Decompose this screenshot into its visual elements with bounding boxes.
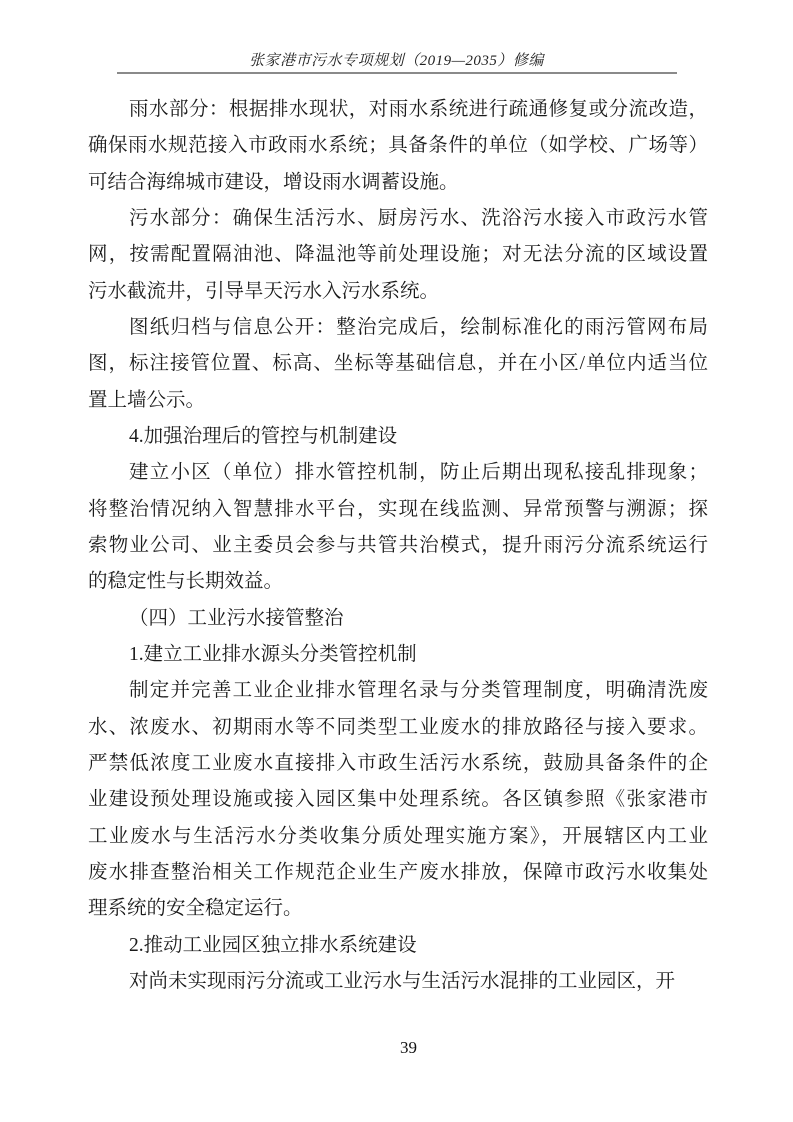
page-footer — [0, 1038, 793, 1058]
section-heading — [88, 601, 708, 637]
section-heading — [88, 928, 708, 964]
text-line: 制定并完善工业企业排水管理名录与分类管理制度，明确清洗废 — [129, 680, 708, 702]
text-line: 确保雨水规范接入市政雨水系统；具备条件的单位（如学校、广场等） — [88, 135, 708, 157]
paragraph — [88, 310, 708, 419]
paragraph — [88, 964, 708, 1000]
text-line: 图纸归档与信息公开：整治完成后，绘制标准化的雨污管网布局 — [129, 316, 708, 338]
text-line: 4.加强治理后的管控与机制建设 — [129, 425, 398, 447]
text-line: 理系统的安全稳定运行。 — [88, 898, 303, 920]
text-line: 业建设预处理设施或接入园区集中处理系统。各区镇参照《张家港市 — [88, 789, 708, 811]
text-line: 索物业公司、业主委员会参与共管共治模式，提升雨污分流系统运行 — [88, 534, 708, 556]
document-body — [88, 92, 708, 1000]
text-line: 建立小区（单位）排水管控机制，防止后期出现私接乱排现象； — [129, 462, 708, 484]
text-line: 可结合海绵城市建设，增设雨水调蓄设施。 — [88, 171, 459, 193]
text-line: 对尚未实现雨污分流或工业污水与生活污水混排的工业园区，开 — [129, 970, 676, 992]
header-rule — [117, 72, 677, 74]
text-line: 废水排查整治相关工作规范企业生产废水排放，保障市政污水收集处 — [88, 861, 708, 883]
section-heading — [88, 637, 708, 673]
text-line: 的稳定性与长期效益。 — [88, 571, 284, 593]
text-line: 雨水部分：根据排水现状，对雨水系统进行疏通修复或分流改造， — [129, 99, 708, 120]
text-line: 水、浓废水、初期雨水等不同类型工业废水的排放路径与接入要求。 — [88, 716, 708, 738]
text-line: 1.建立工业排水源头分类管控机制 — [129, 643, 417, 665]
text-line: 污水部分：确保生活污水、厨房污水、洗浴污水接入市政污水管 — [129, 207, 708, 229]
text-line: 置上墙公示。 — [88, 389, 206, 411]
text-line: 网，按需配置隔油池、降温池等前处理设施；对无法分流的区域设置 — [88, 244, 708, 266]
paragraph — [88, 92, 708, 201]
page-number: 39 — [400, 1038, 417, 1057]
text-line: 将整治情况纳入智慧排水平台，实现在线监测、异常预警与溯源；探 — [88, 498, 708, 520]
paragraph — [88, 201, 708, 310]
text-line: 图，标注接管位置、标高、坐标等基础信息，并在小区/单位内适当位 — [88, 353, 708, 375]
paragraph — [88, 673, 708, 927]
text-line: 严禁低浓度工业废水直接排入市政生活污水系统，鼓励具备条件的企 — [88, 752, 708, 774]
text-line: （四）工业污水接管整治 — [129, 607, 344, 629]
text-line: 2.推动工业园区独立排水系统建设 — [129, 934, 417, 956]
text-line: 污水截流井，引导旱天污水入污水系统。 — [88, 280, 440, 302]
section-heading — [88, 419, 708, 455]
paragraph — [88, 455, 708, 600]
header-title: 张家港市污水专项规划（2019—2035）修编 — [249, 53, 544, 69]
text-line: 工业废水与生活污水分类收集分质处理实施方案》，开展辖区内工业 — [88, 825, 708, 847]
